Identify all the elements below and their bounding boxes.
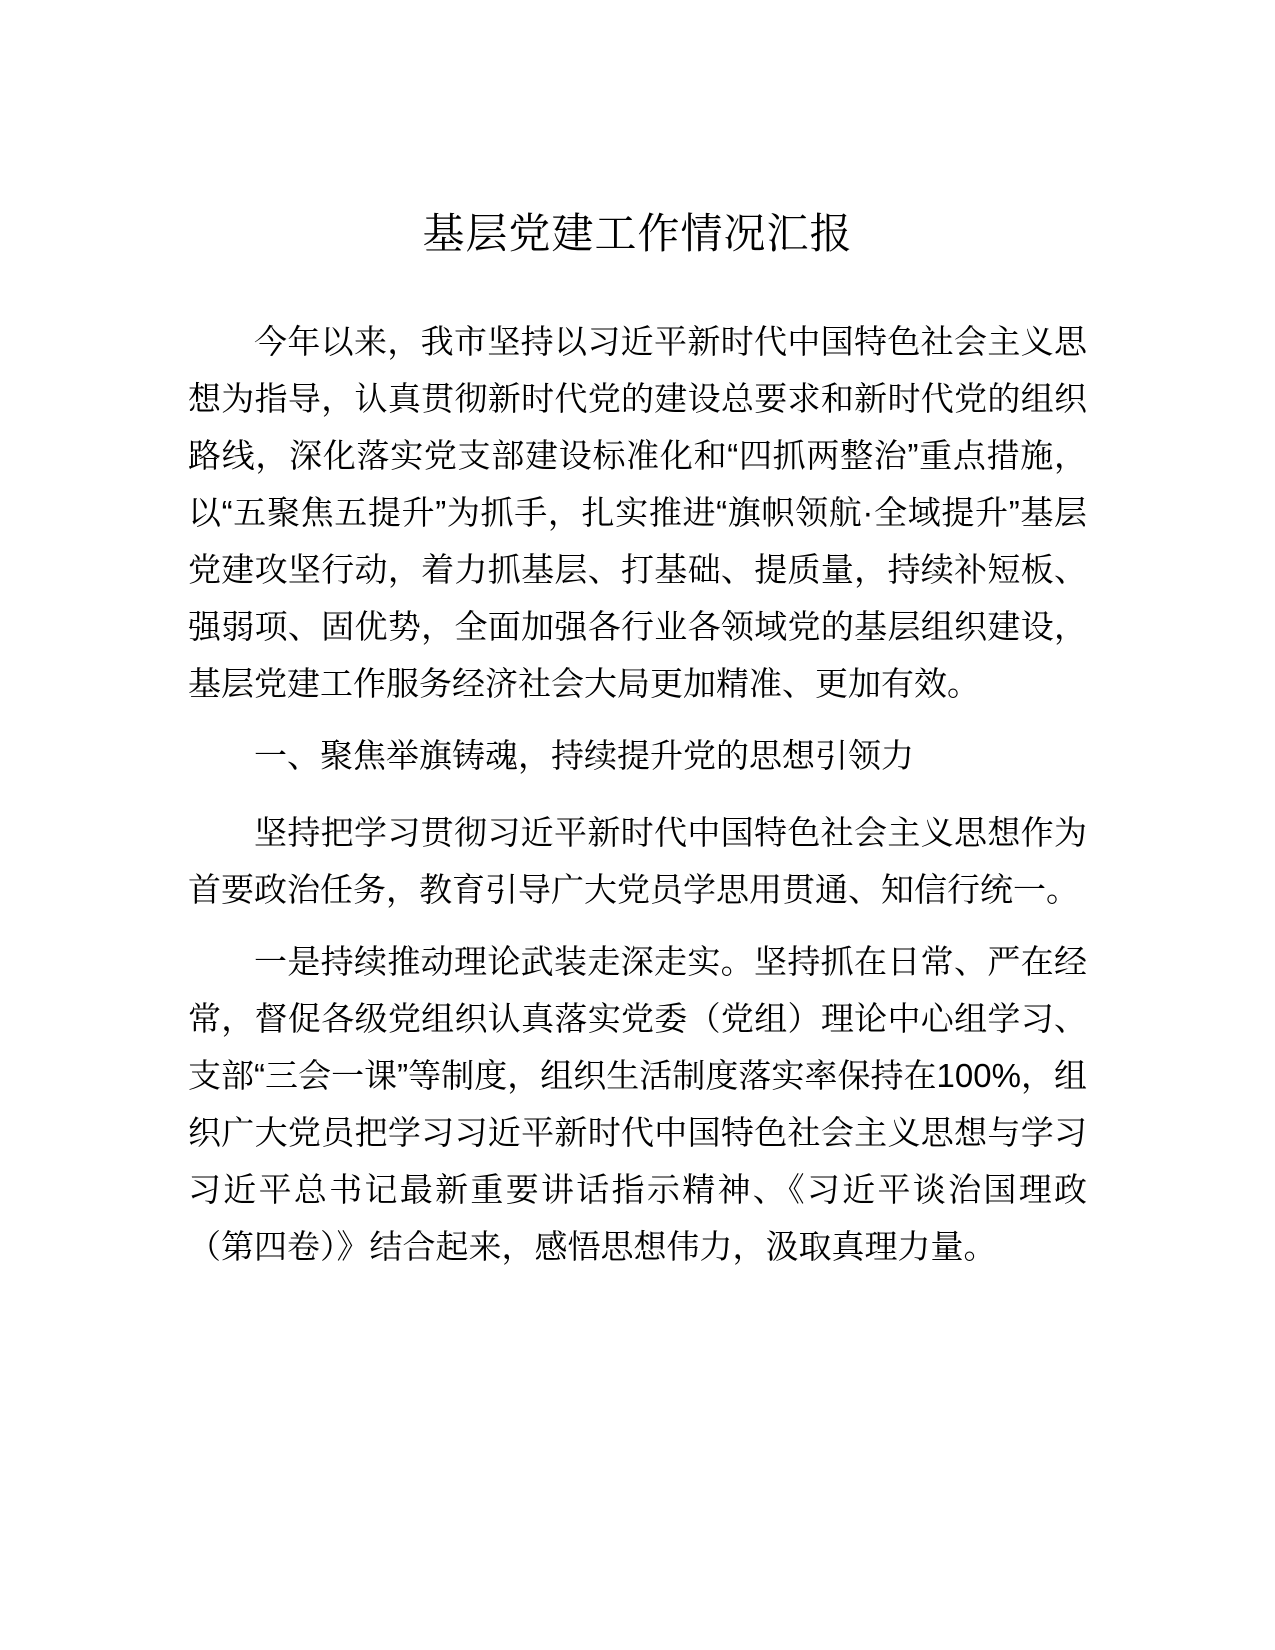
paragraph-intro: 今年以来，我市坚持以习近平新时代中国特色社会主义思想为指导，认真贯彻新时代党的建设总要求和新时代党的组织路线，深化落实党支部建设标准化和“四抓两整治”重点措施，以“五聚焦五提升”为抓手，扎实推进“旗帜领航·全域提升”基层党建攻坚行动，着力抓基层、打基础、提质量，持续补短板、强弱项、固优势，全面加强各行业各领域党的基层组织建设，基层党建工作服务经济社会大局更加精准、更加有效。 [188,323,1087,702]
document-title: 基层党建工作情况汇报 [422,210,853,257]
section-heading-1: 一、聚焦举旗铸魂，持续提升党的思想引领力 [254,737,914,774]
paragraph-section1-lead: 坚持把学习贯彻习近平新时代中国特色社会主义思想作为首要政治任务，教育引导广大党员学思用贯通、知信行统一。 [188,814,1087,908]
paragraph-point-1: 一是持续推动理论武装走深走实。坚持抓在日常、严在经常，督促各级党组织认真落实党委（党组）理论中心组学习、支部“三会一课”等制度，组织生活制度落实率保持在100%，组织广大党员把学习习近平新时代中国特色社会主义思想与学习习近平总书记最新重要讲话指示精神、《习近平谈治国理政（第四卷）》结合起来，感悟思想伟力，汲取真理力量。 [188,943,1087,1265]
